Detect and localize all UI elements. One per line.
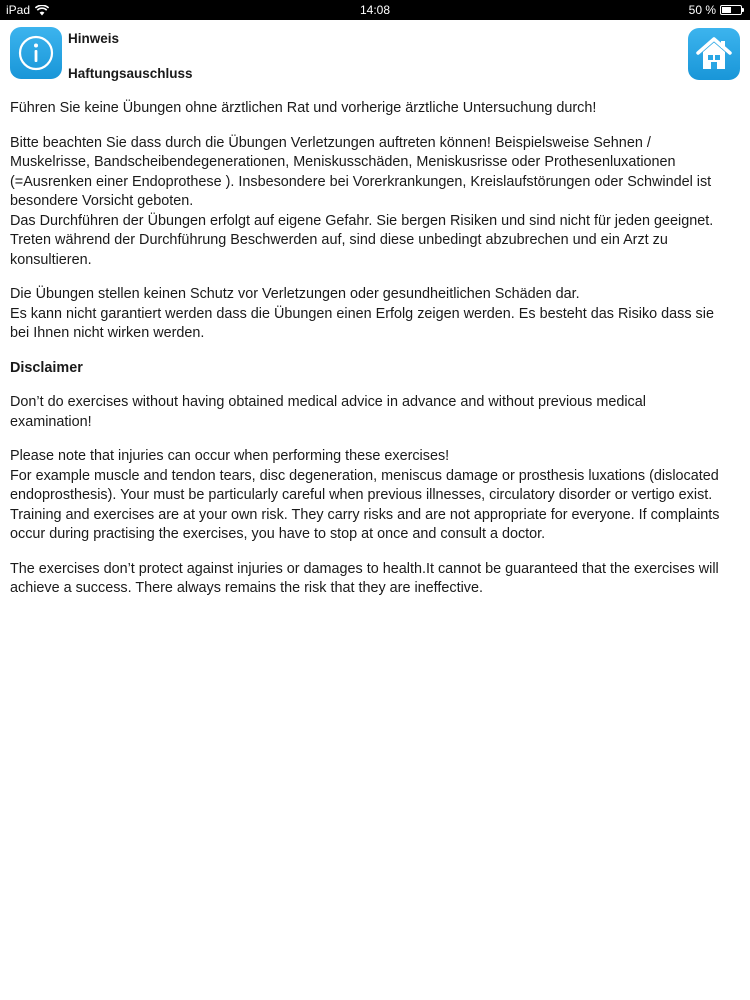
carrier-label: iPad	[6, 3, 31, 17]
info-icon	[10, 27, 62, 79]
english-paragraph-1: Don’t do exercises without having obtained medical advice in advance and without previous medical examination!	[10, 394, 646, 430]
english-paragraph-2b: For example muscle and tendon tears, disc degeneration, meniscus damage or prosthesis luxations (dislocated endoprosthesis). Your must be particularly careful when previous illnesses, circulatory disorder or vertigo exist. Training and exercises are at your own risk. They carry risks and are not appropriate for everyone. If complaints occur during practising the exercises, you have to stop at once and consult a doctor.	[10, 467, 720, 542]
german-paragraph-3a: Die Übungen stellen keinen Schutz vor Verletzungen oder gesundheitlichen Schäden dar.	[10, 286, 580, 302]
battery-fill	[722, 7, 731, 13]
english-paragraph-3: The exercises don’t protect against injuries or damages to health.It cannot be guaranteed that the exercises will achieve a success. There always remains the risk that they are ineffective.	[10, 560, 719, 596]
home-icon	[695, 36, 733, 72]
german-paragraph-1: Führen Sie keine Übungen ohne ärztlichen Rat und vorherige ärztliche Untersuchung durch!	[10, 100, 597, 116]
battery-icon	[720, 5, 742, 15]
page-subtitle: Haftungsauschluss	[68, 66, 193, 81]
page-title: Hinweis	[68, 31, 120, 46]
english-paragraph-2	[10, 447, 730, 545]
carrier-group	[6, 3, 49, 17]
disclaimer-heading: Disclaimer	[10, 359, 83, 376]
german-paragraph-3b: Es kann nicht garantiert werden dass die Übungen einen Erfolg zeigen werden. Es besteht das Risiko dass sie bei Ihnen nicht wirken werden.	[10, 305, 714, 341]
battery-group	[689, 3, 742, 17]
battery-percent: 50 %	[688, 3, 716, 17]
home-button[interactable]	[688, 28, 740, 80]
disclaimer-content	[10, 99, 730, 614]
english-paragraph-2a: Please note that injuries can occur when performing these exercises!	[10, 448, 450, 464]
wifi-icon	[35, 5, 49, 16]
german-paragraph-3	[10, 285, 730, 344]
german-paragraph-2b: Das Durchführen der Übungen erfolgt auf eigene Gefahr. Sie bergen Risiken und sind nicht für jeden geeignet. Treten während der Durchführung Beschwerden auf, sind diese unbedingt abzubrechen und ein Arzt zu konsultieren.	[10, 212, 714, 268]
german-paragraph-2a: Bitte beachten Sie dass durch die Übungen Verletzungen auftreten können! Beispielsweise Sehnen / Muskelrisse, Bandscheibendegenerationen, Meniskusschäden, Meniskusrisse oder Prothesenluxationen (=Ausrenken einer Endoprothese ). Insbesondere bei Vorerkrankungen, Kreislaufstörungen oder Schwindel ist besondere Vorsicht geboten.	[10, 134, 712, 209]
status-time: 14:08	[359, 3, 391, 17]
german-paragraph-2	[10, 134, 730, 271]
status-bar	[0, 0, 750, 20]
